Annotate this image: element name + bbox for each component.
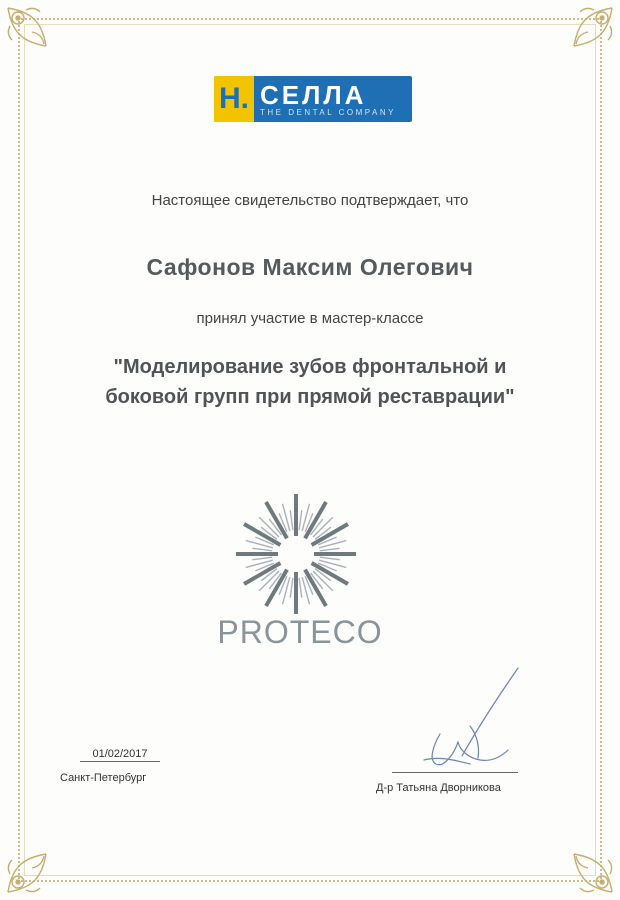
- issue-city: Санкт-Петербург: [60, 772, 147, 784]
- course-title-line-1: "Моделирование зубов фронтальной и: [113, 356, 507, 378]
- logo-name: СЕЛЛА: [260, 80, 367, 110]
- corner-ornament-icon: [2, 828, 72, 898]
- course-title-line-2: боковой групп при прямой реставрации": [105, 386, 515, 408]
- course-title: [0, 352, 620, 412]
- recipient-name: Сафонов Максим Олегович: [146, 254, 474, 280]
- logo-letter: Н.: [214, 76, 254, 122]
- company-logo: [214, 76, 412, 122]
- participation-text: принял участие в мастер-классе: [196, 310, 424, 327]
- issue-date: 01/02/2017: [80, 748, 160, 762]
- signature-icon: [410, 664, 520, 774]
- corner-ornament-icon: [548, 828, 618, 898]
- corner-ornament-icon: [2, 2, 72, 72]
- signer-name: Д-р Татьяна Дворникова: [376, 782, 501, 794]
- logo-tagline: THE DENTAL COMPANY: [260, 108, 396, 117]
- proteco-sunburst-icon: [234, 492, 358, 616]
- corner-ornament-icon: [548, 2, 618, 72]
- signature-line: [392, 772, 518, 773]
- certificate-intro: Настоящее свидетельство подтверждает, что: [151, 192, 469, 209]
- brand-name: PROTECO: [217, 614, 383, 650]
